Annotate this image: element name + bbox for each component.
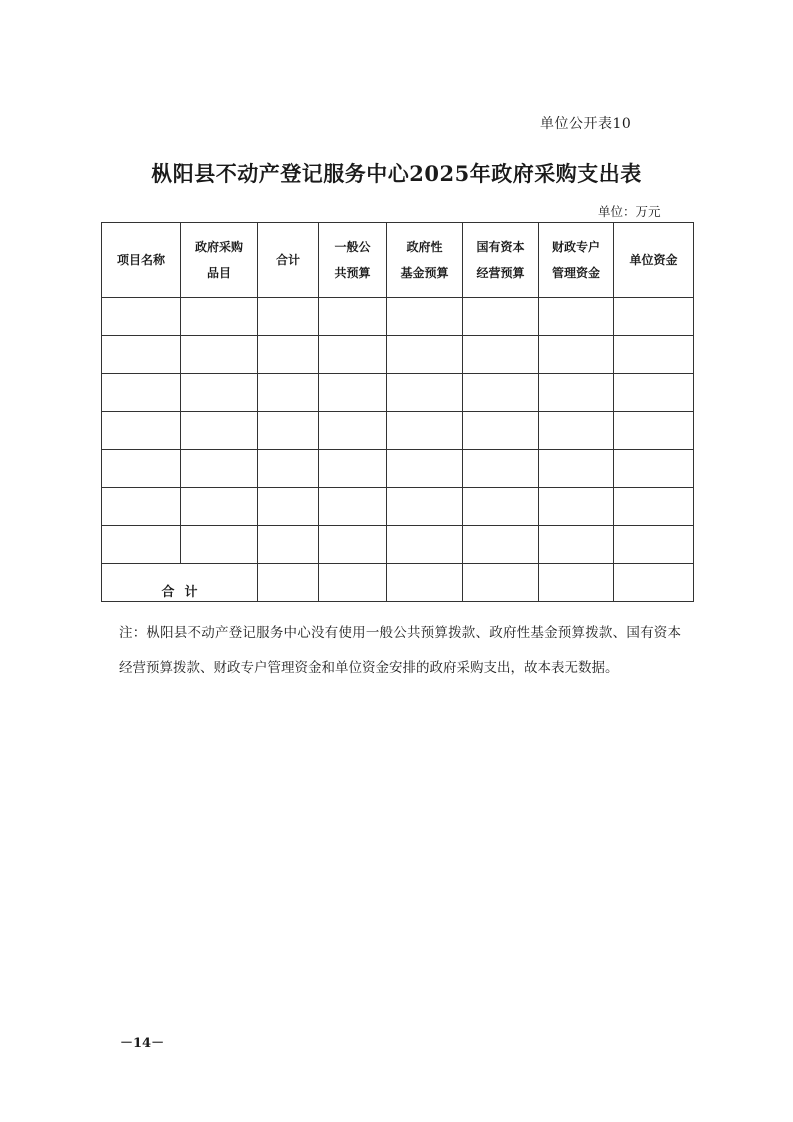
header-project-name: 项目名称	[102, 223, 181, 298]
header-procurement-item: 政府采购 品目	[181, 223, 258, 298]
table-row	[102, 336, 694, 374]
page-title: 枞阳县不动产登记服务中心2025年政府采购支出表	[151, 161, 642, 186]
table-row	[102, 450, 694, 488]
header-unit-funds: 单位资金	[614, 223, 694, 298]
table-row	[102, 298, 694, 336]
total-label-cell	[102, 564, 258, 602]
procurement-table	[101, 222, 694, 602]
table-row	[102, 526, 694, 564]
table-row	[102, 412, 694, 450]
unit-label: 单位：万元	[598, 204, 661, 219]
form-id: 单位公开表10	[540, 116, 632, 132]
table-total-row	[102, 564, 694, 602]
table-header-row	[102, 223, 694, 298]
table-row	[102, 488, 694, 526]
table-note: 注：枞阳县不动产登记服务中心没有使用一般公共预算拨款、政府性基金预算拨款、国有资本经营预算拨款、财政专户管理资金和单位资金安排的政府采购支出，故本表无数据。	[119, 625, 681, 676]
header-general-budget: 一般公 共预算	[319, 223, 387, 298]
header-total: 合计	[258, 223, 319, 298]
header-fiscal-account-funds: 财政专户 管理资金	[539, 223, 614, 298]
table-row	[102, 374, 694, 412]
header-gov-fund-budget: 政府性 基金预算	[387, 223, 463, 298]
page-number: －14－	[120, 1036, 165, 1051]
header-state-capital-budget: 国有资本 经营预算	[463, 223, 539, 298]
total-label: 合计	[161, 585, 208, 600]
